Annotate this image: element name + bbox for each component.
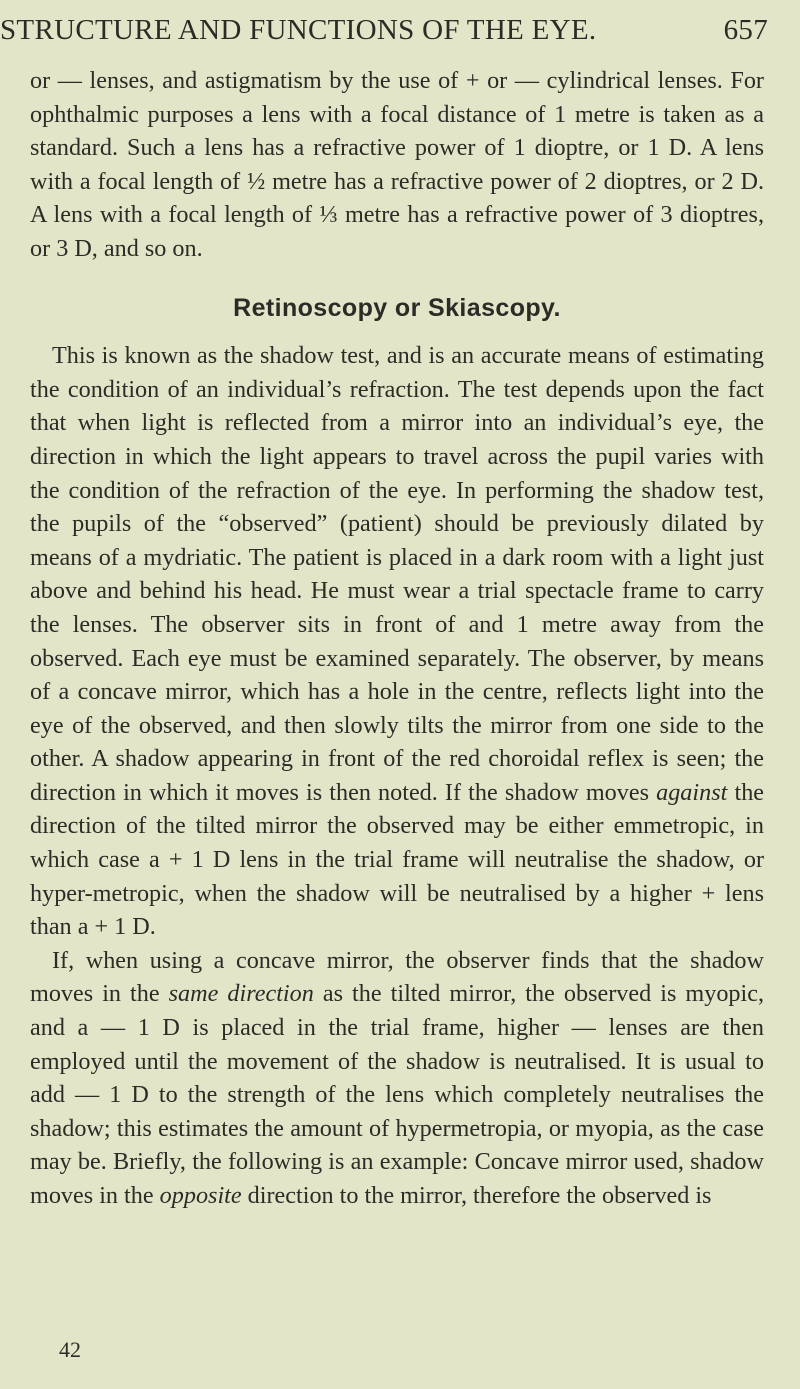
emphasis-same-direction: same direction: [168, 980, 314, 1008]
page-number: 657: [723, 14, 768, 46]
signature-mark: 42: [59, 1337, 81, 1362]
section-heading: Retinoscopy or Skiascopy.: [233, 293, 561, 322]
body-text: [30, 64, 764, 1213]
emphasis-against: against: [656, 778, 728, 806]
paragraph-text: direction to the mirror, therefore the observed is: [247, 1182, 712, 1209]
paragraph-text: If, when using a concave mirror, the observer finds that the shadow moves in the: [30, 946, 764, 1008]
paragraph-concave-mirror: [30, 944, 764, 1213]
paragraph-text: This is known as the shadow test, and is an accurate means of estimating the condition of an individual’s refraction. The test depends upon the fact that when light is reflected from a mirror into an individual’s eye, the direction in which the light appears to travel across the pupil varies with the condition of the refraction of the eye. In performing the shadow test, the pupils of the “observed” (patient) should be previously dilated by means of a mydriatic. The patient is placed in a dark room with a light just above and behind his head. He must wear a trial spectacle frame to carry the lenses. The observer sits in front of and 1 metre away from the observed. Each eye must be examined separately. The observer, by means of a concave mirror, which has a hole in the centre, reflects light into the eye of the observed, and then slowly tilts the mirror from one side to the other. A shadow appearing in front of the red choroidal reflex is seen; the direction in which it moves is then noted. If the shadow moves: [30, 342, 764, 806]
paragraph-shadow-test: [30, 339, 764, 944]
paragraph-text: the direction of the tilted mirror the observed may be either emmetropic, in which case a + 1 D lens in the trial frame will neutralise the shadow, or hyper-metropic, when the shadow will be neutralised by a higher + lens than a + 1 D.: [30, 778, 765, 941]
emphasis-opposite: opposite: [159, 1182, 242, 1209]
paragraph-text: as the tilted mirror, the observed is myopic, and a — 1 D is placed in the trial frame, higher — lenses are then employed until the movement of the shadow is neutralised. It is usual to add — 1 D to the strength of the lens which completely neutralises the shadow; this estimates the amount of hypermetropia, or myopia, as the case may be. Briefly, the following is an example: Concave mirror used, shadow moves in the: [30, 980, 765, 1209]
running-title: STRUCTURE AND FUNCTIONS OF THE EYE.: [0, 14, 597, 46]
paragraph-lens-power: or — lenses, and astigmatism by the use of + or — cylindrical lenses. For ophthalmic purposes a lens with a focal distance of 1 metre is taken as a standard. Such a lens has a refractive power of 1 dioptre, or 1 D. A lens with a focal length of ½ metre has a refractive power of 2 dioptres, or 2 D. A lens with a focal length of ⅓ metre has a refractive power of 3 dioptres, or 3 D, and so on.: [30, 67, 764, 262]
